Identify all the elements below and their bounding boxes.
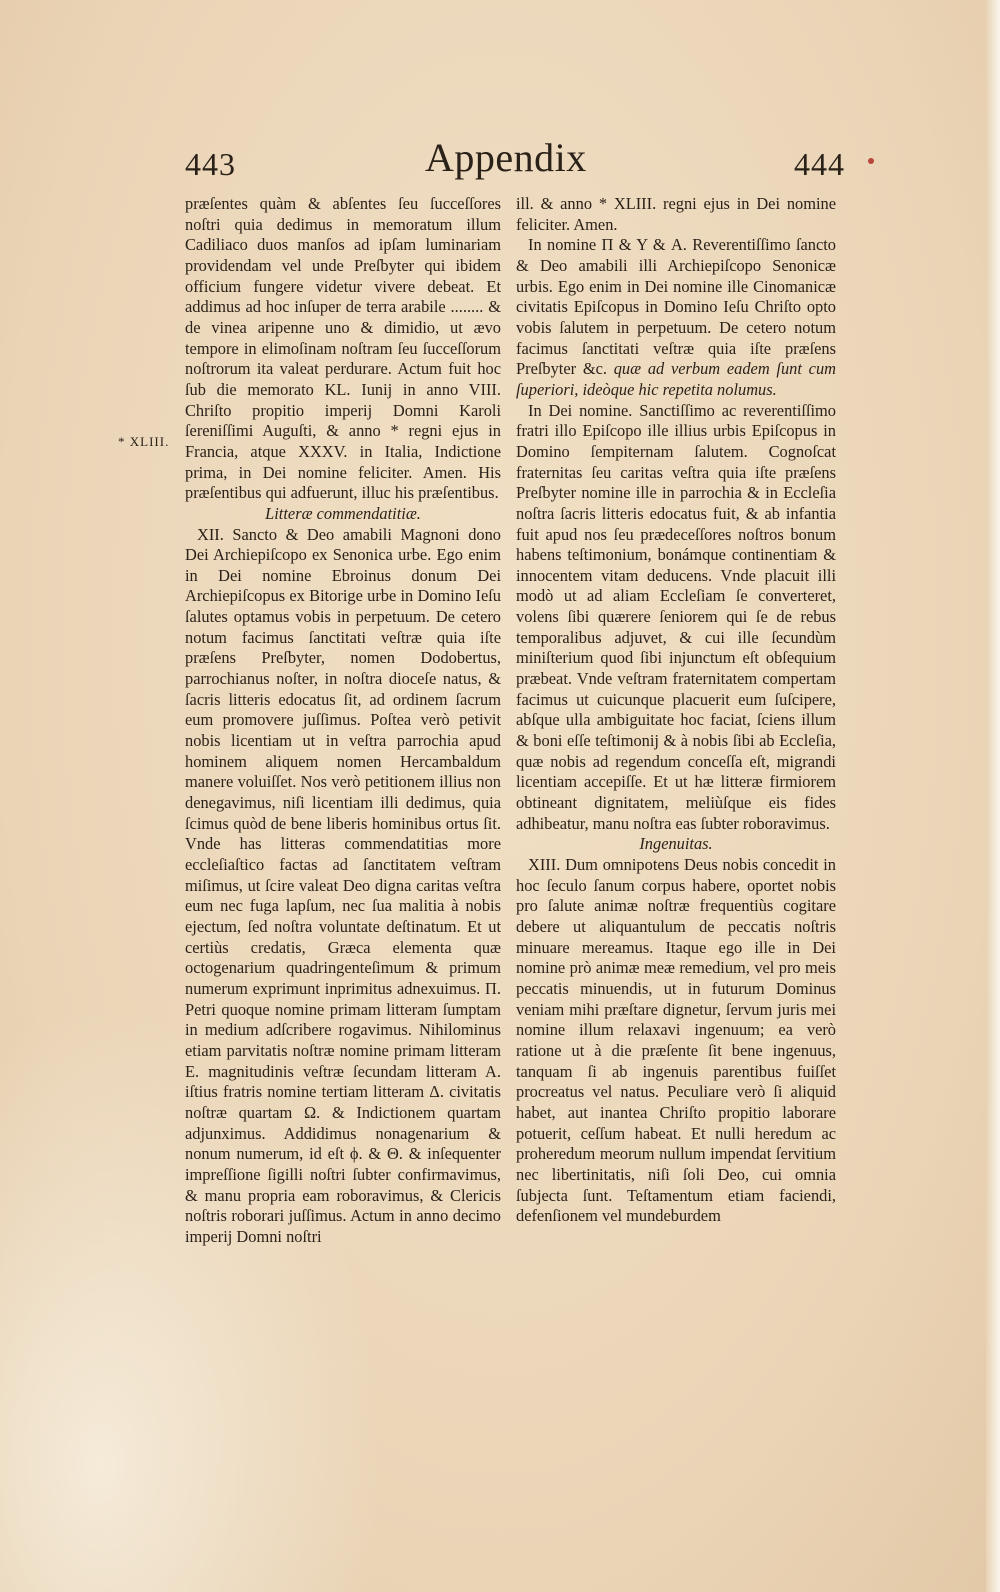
section-heading: Litteræ commendatitiæ. bbox=[265, 503, 421, 523]
page-number-right: 444 bbox=[794, 146, 845, 182]
page-header bbox=[185, 135, 845, 190]
paragraph-text: In nomine Π & Υ & A. Reverentiſſimo ſancto & Deo amabili illi Archiepiſcopo Senonicæ urbis. Ego enim in Dei nomine ille Cinomanicæ civitatis Epiſcopus in Domino Ieſu Chriſto opto vobis ſalutem in perpetuum. De cetero notum facimus ſanctitati veſtræ quia iſte præſens Preſbyter &c. bbox=[516, 235, 836, 379]
section-heading: Ingenuitas. bbox=[639, 834, 713, 854]
paragraph: ill. & anno * XLIII. regni ejus in Dei nomine feliciter. Amen. bbox=[516, 194, 836, 234]
running-title: Appendix bbox=[425, 135, 587, 180]
left-column bbox=[185, 194, 501, 1247]
paragraph: XII. Sancto & Deo amabili Magnoni dono Dei Archiepiſcopo ex Senonica urbe. Ego enim in Dei nomine Ebroinus donum Dei Archiepiſcopus ex Bitorige urbe in Domino Ieſu ſalutes optamus vobis in perpetuum. De cetero notum facimus ſanctitati veſtræ quia iſte præſens Preſbyter, nomen Dodobertus, parrochianus noſter, in noſtra dioceſe natus, & ſacris litteris edocatus ſit, ad ordinem ſacrum eum promovere juſſimus. Poſtea verò petivit nobis licentiam ut in veſtra parrochia apud hominem aliquem nomen Hercambaldum manere voluiſſet. Nos verò petitionem illius non denegavimus, niſi licentiam illi dedimus, quia ſcimus quòd de bene liberis hominibus ortus ſit. Vnde has litteras commendatitias more eccleſiaſtico factas ad ſanctitatem veſtram miſimus, ut ſcire valeat Deo digna caritas veſtra eum nec fuga lapſum, nec ſua malitia à nobis ejectum, ſed noſtra voluntate deſtinatum. Et ut certiùs credatis, Græca elementa quæ octogenarium quadringenteſimum & primum numerum exprimunt inprimitus adnexuimus. Π. Petri quoque nomine primam litteram ſumptam in medium adſcribere rogavimus. Nihilominus etiam parvitatis noſtræ nomine primam litteram E. magnitudinis veſtræ ſecundam litteram A. iſtius fratris nomine tertiam litteram Δ. civitatis noſtræ quartam Ω. & Indictionem quartam adjunximus. Addidimus nonagenarium & nonum numerum, id eſt ϕ. & Θ. & inſequenter impreſſione ſigilli noſtri ſubter confirmavimus, & manu propria eam roboravimus, & Clericis noſtris roborari juſſimus. Actum in anno decimo imperij Domni noſtri bbox=[185, 524, 501, 1246]
ink-spot bbox=[868, 158, 874, 164]
page-edge bbox=[986, 0, 1000, 1592]
paragraph: XIII. Dum omnipotens Deus nobis concedit in hoc ſeculo ſanum corpus habere, oportet nobis pro ſalute animæ noſtræ frequentiùs cogitare debere ut aliquantulum de peccatis noſtris minuare mereamus. Itaque ego ille in Dei nomine prò animæ meæ remedium, vel pro meis peccatis minuendis, ut in futurum Dominus veniam mihi præſtare dignetur, ſervum juris mei nomine illum relaxavi ingenuum; ea verò ratione ut à die præſente ſit bene ingenuus, tanquam ſi ab ingenuis parentibus fuiſſet procreatus vel natus. Peculiare verò ſi aliquid habet, aut inantea Chriſto propitio laborare potuerit, ceſſum habeat. Et nulli heredum ac proheredum meorum nullum impendat ſervitium nec libertinitatis, niſi ſoli Deo, cui omnia ſubjecta ſunt. Teſtamentum etiam faciendi, defenſionem vel mundeburdem bbox=[516, 855, 836, 1226]
italic-note: quæ ad verbum eadem ſunt cum ſuperiori, ideòque hic repetita nolumus. bbox=[516, 359, 836, 399]
paragraph: præſentes quàm & abſentes ſeu ſucceſſores noſtri quia dedimus in memoratum illum Cadiliaco duos manſos ad ipſam luminariam providendam vel unde Preſbyter qui ibidem officium fungere videtur vivere debeat. Et addimus ad hoc inſuper de terra arabile ........ & de vinea aripenne uno & dimidio, ut ævo tempore in elimoſinam noſtram ſeu ſucceſſorum noſtrorum ita valeat perdurare. Actum fuit hoc ſub die memorato KL. Iunij in anno VIII. Chriſto propitio imperij Domni Karoli ſereniſſimi Auguſti, & anno * regni ejus in Francia, atque XXXV. in Italia, Indictione prima, in Dei nomine feliciter. Amen. His præſentibus qui adfuerunt, illuc his præſentibus. bbox=[185, 194, 501, 503]
page-number-left: 443 bbox=[185, 146, 236, 182]
right-column bbox=[516, 194, 836, 1227]
margin-note: * XLIII. bbox=[118, 434, 170, 449]
paragraph bbox=[516, 235, 836, 400]
paragraph: In Dei nomine. Sanctiſſimo ac reverentiſſimo fratri illo Epiſcopo ille illius urbis Epiſcopus in Domino ſempiternam ſalutem. Cognoſcat fraternitas ſeu caritas veſtra quia iſte præſens Preſbyter nomine ille in parrochia & in Eccleſia noſtra ſacris litteris edocatus fuit, & ab infantia fuit apud nos ſeu prædeceſſores noſtros bonum habens teſtimonium, bonámque continentiam & innocentem vitam deducens. Vnde placuit illi modò ut ad aliam Eccleſiam ſe converteret, volens ſibi quærere ſeniorem qui ſe de rebus temporalibus adjuvet, & cui ille ſecundùm miniſterium quod ſibi injunctum eſt obſequium præbeat. Vnde veſtram fraternitatem compertam facimus ut cuicunque placuerit eum ſuſcipere, abſque ulla ambiguitate hoc faciat, ſciens illum & boni eſſe teſtimonij & à nobis ſibi ab Eccleſia, quæ nobis ad regendum conceſſa eſt, migrandi licentiam accepiſſe. Et ut hæ litteræ firmiorem obtineant dignitatem, meliùſque eis fides adhibeatur, manu noſtra eas ſubter roboravimus. bbox=[516, 400, 836, 833]
